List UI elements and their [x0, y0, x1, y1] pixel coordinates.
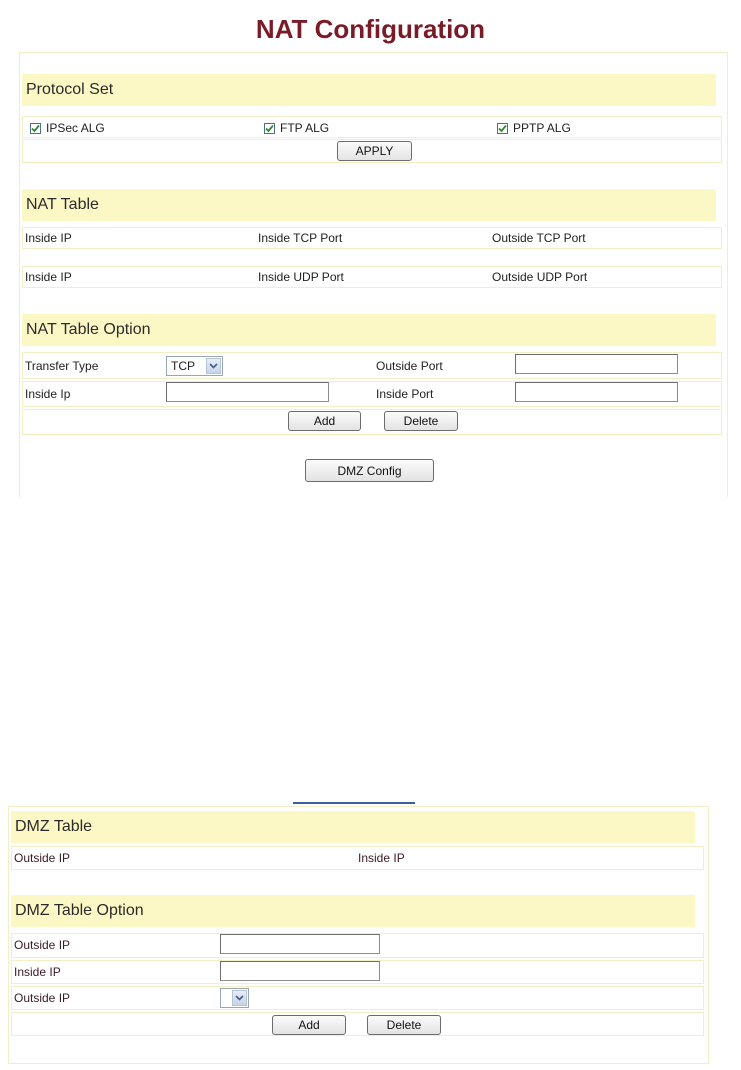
checkmark-icon	[498, 124, 507, 133]
nat-table-option-heading: NAT Table Option	[22, 314, 716, 346]
inside-port-label: Inside Port	[376, 387, 434, 401]
apply-button[interactable]: APPLY	[337, 141, 412, 161]
nat-tcp-header-row	[22, 227, 722, 249]
ipsec-alg-label: IPSec ALG	[46, 121, 105, 135]
dmz-table-option-heading: DMZ Table Option	[11, 895, 695, 927]
dmz-config-button[interactable]: DMZ Config	[305, 459, 434, 482]
transfer-type-value: TCP	[171, 359, 195, 373]
dmz-inside-ip-label: Inside IP	[14, 965, 61, 979]
dmz-inside-ip-header: Inside IP	[358, 851, 405, 865]
dmz-delete-button[interactable]: Delete	[367, 1015, 441, 1035]
dmz-inside-ip-input[interactable]	[220, 961, 380, 981]
nat-udp-header-row	[22, 266, 722, 288]
nat-actions-row	[22, 409, 722, 435]
ftp-alg-label: FTP ALG	[280, 121, 330, 135]
nat-tcp-outside-port-header: Outside TCP Port	[492, 231, 586, 245]
dmz-table-heading: DMZ Table	[11, 811, 695, 843]
dmz-outside-ip-input[interactable]	[220, 934, 380, 954]
chevron-down-icon[interactable]	[206, 358, 221, 374]
nat-udp-outside-port-header: Outside UDP Port	[492, 270, 588, 284]
outside-port-input[interactable]	[515, 354, 678, 374]
protocol-set-heading: Protocol Set	[22, 74, 716, 106]
transfer-type-label: Transfer Type	[25, 359, 99, 373]
page-title: NAT Configuration	[255, 14, 486, 44]
ftp-alg-checkbox[interactable]	[264, 123, 275, 134]
pptp-alg-label: PPTP ALG	[513, 121, 571, 135]
nat-tcp-inside-ip-header: Inside IP	[25, 231, 72, 245]
dmz-outside-ip-select[interactable]	[220, 988, 249, 1008]
nat-udp-inside-port-header: Inside UDP Port	[258, 270, 344, 284]
checkmark-icon	[265, 124, 274, 133]
ipsec-alg-checkbox[interactable]	[30, 123, 41, 134]
pptp-alg-checkbox[interactable]	[497, 123, 508, 134]
nat-tcp-inside-port-header: Inside TCP Port	[258, 231, 343, 245]
pptp-alg-option[interactable]	[497, 121, 571, 135]
dmz-outside-ip-header: Outside IP	[14, 851, 71, 865]
dmz-outside-ip-select-label: Outside IP	[14, 991, 71, 1005]
inside-ip-label: Inside Ip	[25, 387, 71, 401]
dmz-add-button[interactable]: Add	[272, 1015, 346, 1035]
dmz-outside-ip-label: Outside IP	[14, 938, 71, 952]
nat-add-button[interactable]: Add	[288, 411, 361, 431]
dmz-actions-row	[11, 1012, 704, 1036]
inside-ip-input[interactable]	[166, 382, 329, 402]
outside-port-label: Outside Port	[376, 359, 443, 373]
protocol-checkbox-row	[22, 116, 722, 138]
inside-port-input[interactable]	[515, 382, 678, 402]
nat-table-heading: NAT Table	[22, 189, 716, 221]
divider-line	[293, 802, 415, 804]
ftp-alg-option[interactable]	[264, 121, 329, 135]
chevron-down-icon[interactable]	[232, 990, 247, 1006]
nat-delete-button[interactable]: Delete	[384, 411, 458, 431]
checkmark-icon	[31, 124, 40, 133]
transfer-type-select[interactable]	[166, 356, 223, 376]
dmz-outside-ip-select-row	[11, 986, 704, 1010]
ipsec-alg-option[interactable]	[30, 121, 105, 135]
nat-udp-inside-ip-header: Inside IP	[25, 270, 72, 284]
